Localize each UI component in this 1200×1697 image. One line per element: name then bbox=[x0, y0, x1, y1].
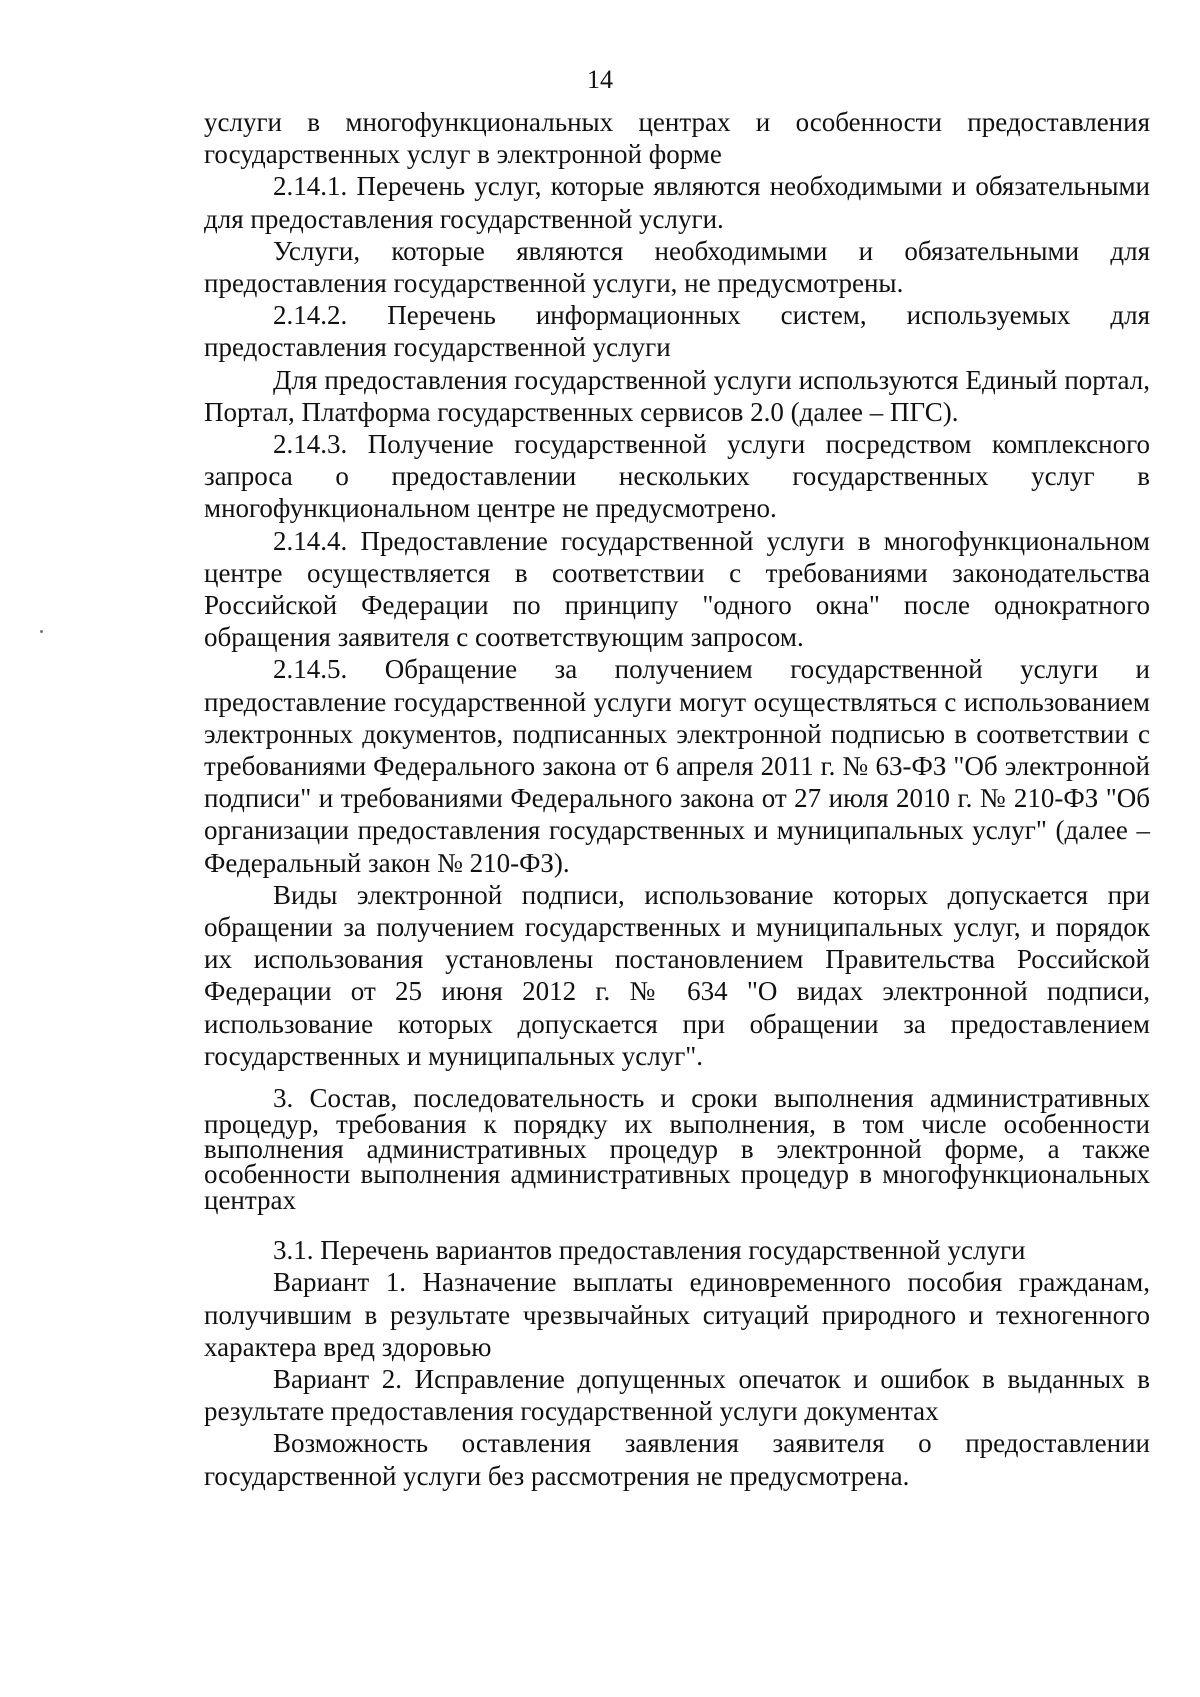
paragraph-variant-2: Вариант 2. Исправление допущенных опечаток и ошибок в выданных в результате предоставления государственной услуги документах bbox=[204, 1363, 1150, 1427]
paragraph-no-dismissal: Возможность оставления заявления заявителя о предоставлении государственной услуги без рассмотрения не предусмотрена. bbox=[204, 1428, 1150, 1491]
paragraph-systems-used: Для предоставления государственной услуги используются Единый портал, Портал, Платформа государственных сервисов 2.0 (далее – ПГС). bbox=[204, 364, 1150, 427]
paragraph-signature-types: Виды электронной подписи, использование которых допускается при обращении за получением государственных и муниципальных услуг, и порядок их использования установлены постановлением Правительства Российской Федерации от 25 июня 2012 г. № 634 "О видах электронной подписи, использование которых допускается при обращении за предоставлением государственных и муниципальных услуг". bbox=[204, 879, 1150, 1071]
paragraph-2-14-4: 2.14.4. Предоставление государственной услуги в многофункциональном центре осуществляется в соответствии с требованиями законодательства Российской Федерации по принципу "одного окна" после однократного обращения заявителя с соответствующим запросом. bbox=[204, 525, 1150, 653]
paragraph-3-1: 3.1. Перечень вариантов предоставления государственной услуги bbox=[273, 1235, 1026, 1266]
paragraph-2-14-3: 2.14.3. Получение государственной услуги посредством комплексного запроса о предоставлении нескольких государственных услуг в многофункциональном центре не предусмотрено. bbox=[204, 429, 1150, 524]
page-number: 14 bbox=[587, 65, 613, 94]
scan-speck bbox=[40, 630, 43, 633]
paragraph-services-not-provided: Услуги, которые являются необходимыми и обязательными для предоставления государственной услуги, не предусмотрены. bbox=[204, 235, 1150, 299]
paragraph-2-14-2: 2.14.2. Перечень информационных систем, используемых для предоставления государственной услуги bbox=[204, 300, 1150, 363]
paragraph-2-14-5: 2.14.5. Обращение за получением государственной услуги и предоставление государственной услуги могут осуществляться с использованием электронных документов, подписанных электронной подписью в соответствии с требованиями Федерального закона от 6 апреля 2011 г. № 63-ФЗ "Об электронной подписи" и требованиями Федерального закона от 27 июля 2010 г. № 210-ФЗ "Об организации предоставления государственных и муниципальных услуг" (далее – Федеральный закон № 210-ФЗ). bbox=[204, 654, 1150, 878]
paragraph-continuation: услуги в многофункциональных центрах и особенности предоставления государственных услуг в электронной форме bbox=[204, 107, 1150, 170]
paragraph-2-14-1: 2.14.1. Перечень услуг, которые являются необходимыми и обязательными для предоставления государственной услуги. bbox=[204, 171, 1150, 234]
paragraph-variant-1: Вариант 1. Назначение выплаты единовременного пособия гражданам, получившим в результате чрезвычайных ситуаций природного и техногенного характера вред здоровью bbox=[204, 1267, 1150, 1362]
document-body bbox=[204, 106, 1150, 1492]
section-3-heading: 3. Состав, последовательность и сроки выполнения административных процедур, требования к порядку их выполнения, в том числе особенности выполнения административных процедур в электронной форме, а также особенности выполнения административных процедур в многофункциональных центрах bbox=[204, 1083, 1150, 1215]
